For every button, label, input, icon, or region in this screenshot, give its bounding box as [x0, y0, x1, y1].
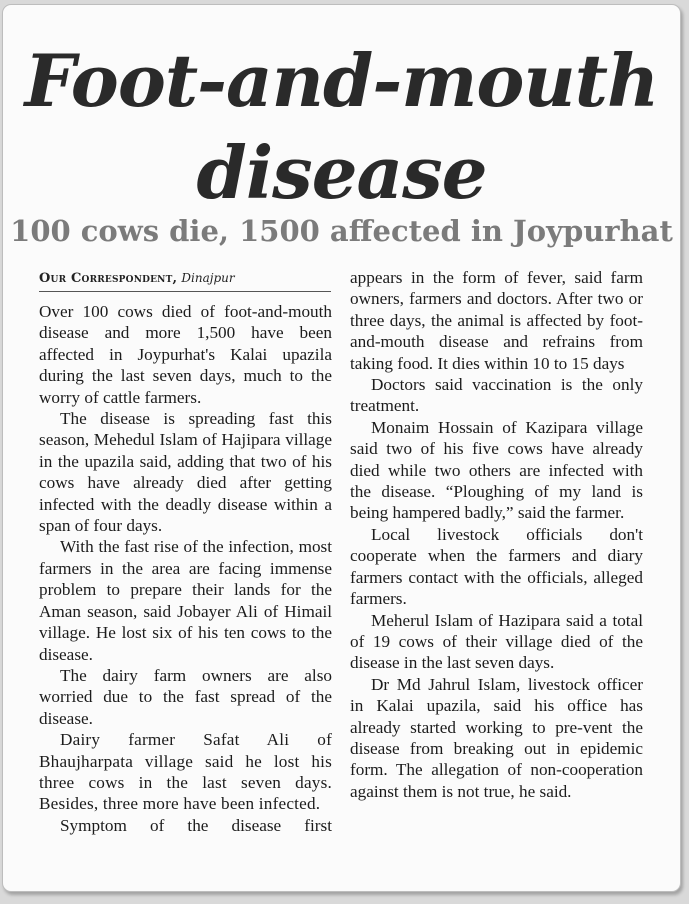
paragraph: Local livestock officials don't cooperate when the farmers and diary farmers contact with the officials, alleged farmers.: [350, 524, 643, 609]
byline: [39, 269, 331, 292]
paragraph: appears in the form of fever, said farm owners, farmers and doctors. After two or three days, the animal is affected by foot-and-mouth disease and refrains from taking food. It dies within 10 to 15 days: [350, 268, 643, 373]
paragraph: Dairy farmer Safat Ali of Bhaujharpata village said he lost his three cows in the last seven days. Besides, three more have been infected.: [39, 730, 332, 814]
paragraph: Meherul Islam of Hazipara said a total of 19 cows of their village died of the disease in the last seven days.: [350, 610, 643, 673]
article-column-1: [39, 301, 332, 836]
paragraph: Over 100 cows died of foot-and-mouth disease and more 1,500 have been affected in Joypurhat's Kalai upazila during the last seven days, much to the worry of cattle farmers.: [39, 302, 332, 407]
paragraph: The dairy farm owners are also worried due to the fast spread of the disease.: [39, 665, 332, 728]
paragraph: The disease is spreading fast this season, Mehedul Islam of Hajipara village in the upazila said, adding that two of his cows have already died after getting infected with the deadly disease within a span of four days.: [39, 409, 332, 536]
byline-location: Dinajpur: [181, 271, 235, 285]
byline-author: Our Correspondent,: [39, 271, 178, 286]
paragraph: Dr Md Jahrul Islam, livestock officer in Kalai upazila, said his office has already started working to pre-vent the disease from breaking out in epidemic form. The allegation of non-cooperation against them is not true, he said.: [350, 674, 643, 801]
headline-line-2: disease: [196, 130, 487, 215]
newspaper-clipping: [2, 4, 681, 892]
headline: [3, 35, 680, 219]
article-column-2: [350, 267, 643, 802]
paragraph: Doctors said vaccination is the only treatment.: [350, 375, 643, 416]
paragraph: With the fast rise of the infection, most farmers in the area are facing immense problem to prepare their lands for the Aman season, said Jobayer Ali of Himail village. He lost six of his ten cows to the disease.: [39, 537, 332, 664]
paragraph: Monaim Hossain of Kazipara village said two of his five cows have already died while two others are infected with the disease. “Ploughing of my land is being hampered badly,” said the farmer.: [350, 417, 643, 523]
subheadline: 100 cows die, 1500 affected in Joypurhat: [10, 214, 673, 248]
paragraph: Symptom of the disease first: [60, 815, 332, 835]
headline-line-1: Foot-and-mouth: [24, 38, 659, 123]
